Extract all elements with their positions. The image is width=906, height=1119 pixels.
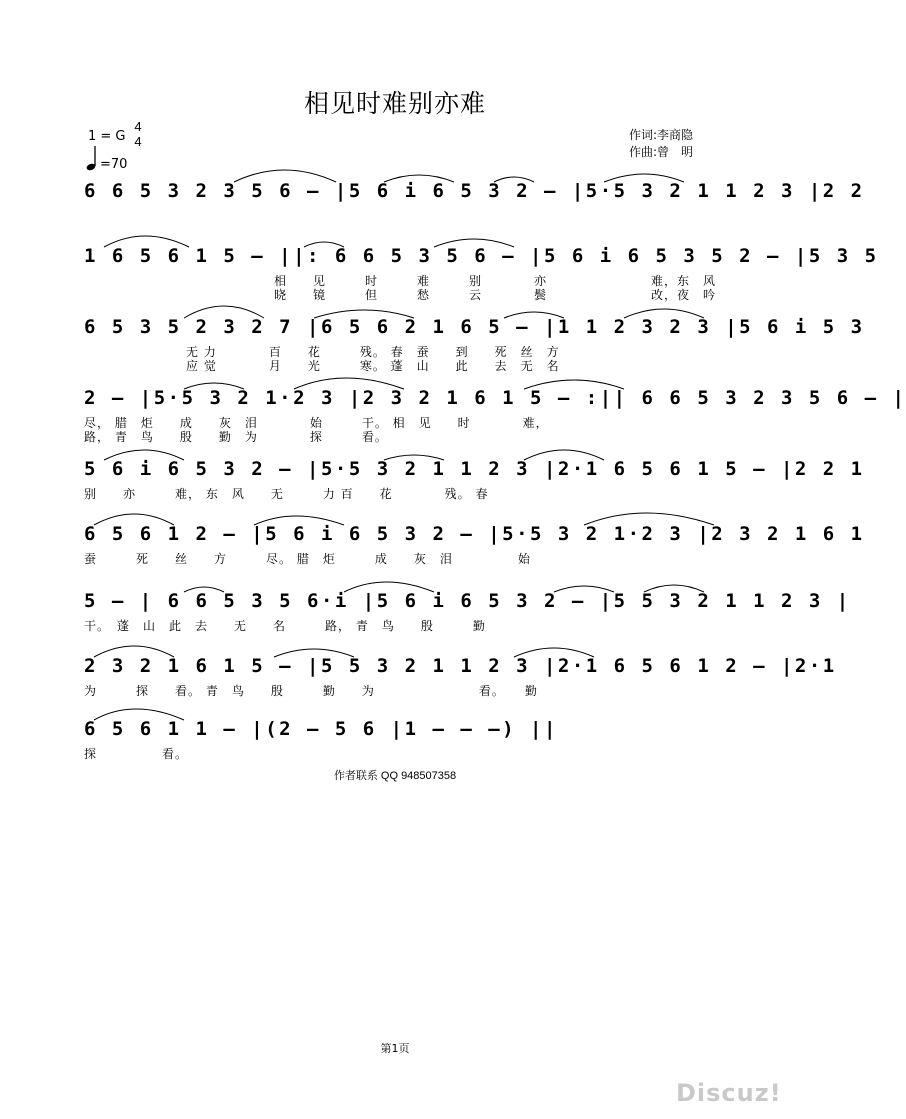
notation-line: 1 6 5 6 1 5 – ||: 6 6 5 3 5 6 – |5 6 i 6 5 3 5 2 – |5 3 5 <box>84 245 879 267</box>
lyric-line-1: 干。 蓬 山 此 去 无 名 路， 青 鸟 殷 勤 <box>84 619 486 633</box>
lyric-line-1: 别 亦 难， 东 风 无 力 百 花 残。 春 <box>84 487 489 501</box>
watermark: Discuz! <box>676 1079 782 1107</box>
time-signature <box>132 119 144 149</box>
notation-line: 6 5 6 1 2 – |5 6 i 6 5 3 2 – |5·5 3 2 1·2 3 |2 3 2 1 6 1 <box>84 523 865 545</box>
lyric-line-1: 蚕 死 丝 方 尽。 腊 炬 成 灰 泪 始 <box>84 552 531 566</box>
lyric-line-1: 无 力 百 花 残。 春 蚕 到 死 丝 方 <box>134 345 560 359</box>
notation-line: 6 5 3 5 2 3 2 7 |6 5 6 2 1 6 5 – |1 1 2 3 2 3 |5 6 i 5 3 <box>84 316 865 338</box>
lyric-line-1: 相 见 时 难 别 亦 难，东 风 <box>274 274 717 288</box>
notation-line: 5 – | 6 6 5 3 5 6·i |5 6 i 6 5 3 2 – |5 5 3 2 1 1 2 3 | <box>84 590 851 612</box>
lyric-line-2: 路， 青 鸟 殷 勤 为 探 看。 <box>84 430 388 444</box>
notation-line: 5 6 i 6 5 3 2 – |5·5 3 2 1 1 2 3 |2·1 6 5 6 1 5 – |2 2 1 <box>84 458 865 480</box>
time-signature-bottom: 4 <box>134 134 142 149</box>
notation-line: 6 5 6 1 1 – |(2 – 5 6 |1 – – –) || <box>84 718 558 740</box>
notation-line: 2 3 2 1 6 1 5 – |5 5 3 2 1 1 2 3 |2·1 6 5 6 1 2 – |2·1 <box>84 655 837 677</box>
tempo-marking: =70 <box>100 157 128 172</box>
page-number: 第1页 <box>380 1042 410 1055</box>
lyric-line-1: 为 探 看。 青 鸟 殷 勤 为 看。 勤 <box>84 684 538 698</box>
notation-line: 6 6 5 3 2 3 5 6 – |5 6 i 6 5 3 2 – |5·5 3 2 1 1 2 3 |2 2 <box>84 180 865 202</box>
lyric-line-1: 尽， 腊 炬 成 灰 泪 始 干。 相 见 时 难， <box>84 416 549 430</box>
credits <box>629 127 693 161</box>
time-signature-top: 4 <box>134 119 142 134</box>
lyric-line-2: 晓 镜 但 愁 云 鬓 改，夜 吟 <box>274 288 717 302</box>
lyric-line-2: 应 觉 月 光 寒。 蓬 山 此 去 无 名 <box>134 359 560 373</box>
lyric-line-1: 探 看。 <box>84 747 189 761</box>
author-contact: 作者联系 QQ 948507358 <box>333 770 457 782</box>
composer: 作曲:曾 明 <box>629 145 694 159</box>
lyricist: 作词:李商隐 <box>629 128 694 142</box>
notation-line: 2 – |5·5 3 2 1·2 3 |2 3 2 1 6 1 5 – :|| 6 6 5 3 2 3 5 6 – | <box>84 387 906 409</box>
score-title: 相见时难别亦难 <box>303 89 486 118</box>
key-signature: 1 = G <box>88 129 126 144</box>
